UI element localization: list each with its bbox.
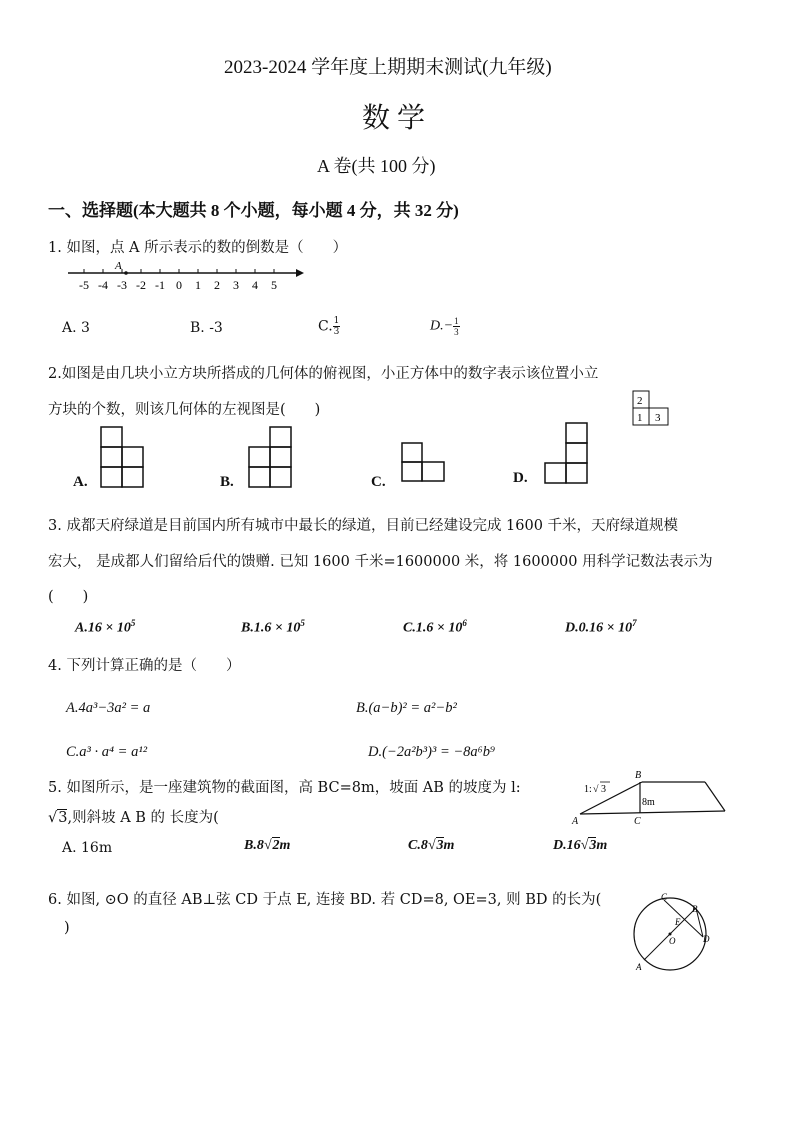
tick-label: 5 — [271, 278, 277, 292]
q2-stem-line2: 方块的个数，则该几何体的左视图是( ) — [48, 402, 321, 418]
q3-option-d[interactable]: $D.0.16 \times 10^7$ — [565, 618, 637, 636]
point-d-label: D — [703, 934, 710, 944]
q1-stem: 1. 如图，点 A 所示表示的数的倒数是（ ） — [48, 240, 348, 256]
q2-option-a-figure — [98, 424, 148, 488]
q3-line3: ( ) — [48, 589, 89, 605]
tick-label: 0 — [176, 278, 182, 292]
height-label: 8m — [642, 797, 655, 808]
point-c-label: C — [661, 892, 668, 902]
tick-label: -4 — [98, 278, 108, 292]
tick-label: -2 — [136, 278, 146, 292]
q1-option-d[interactable]: D.− $\frac{1}{3}$ — [430, 316, 459, 337]
q5-option-c[interactable]: C.8√3m — [408, 838, 455, 853]
tick-label: 2 — [214, 278, 220, 292]
q3-line1: 3. 成都天府绿道是目前国内所有城市中最长的绿道，目前已经建设完成 1600 千米，天府绿道规模 — [48, 518, 679, 534]
grid-label: 2 — [637, 395, 643, 407]
q1-option-b[interactable]: B. -3 — [190, 320, 223, 336]
q2-option-d-figure — [541, 420, 593, 486]
q4-option-a[interactable]: A.4a³−3a² = a — [66, 700, 151, 716]
q4-option-c[interactable]: C.a³ · a⁴ = a¹² — [66, 744, 148, 760]
q1-option-c[interactable]: C. $\frac{1}{3}$ — [318, 316, 340, 337]
q6-line1: 6. 如图, ⊙O 的直径 AB⊥弦 CD 于点 E, 连接 BD. 若 CD=8, OE=3, 则 BD 的长为( — [48, 892, 602, 908]
point-a-label: A — [636, 962, 642, 972]
top-view-grid — [630, 388, 674, 430]
circle-figure — [624, 888, 720, 974]
slope-ratio-prefix: 1: — [584, 784, 592, 795]
q2-stem-line1: 2.如图是由几块小立方块所搭成的几何体的俯视图，小正方体中的数字表示该位置小立 — [48, 366, 599, 382]
q2-option-c-figure — [399, 440, 449, 484]
q3-option-a[interactable]: $A.16 \times 10^5$ — [75, 618, 136, 636]
point-b-label: B — [635, 770, 642, 781]
point-o-label: O — [669, 936, 676, 946]
q5-option-a[interactable]: A. 16m — [62, 840, 113, 856]
q2-option-d-label[interactable]: D. — [513, 470, 528, 486]
q4-option-b[interactable]: B.(a−b)² = a²−b² — [356, 700, 457, 716]
slope-figure — [570, 766, 730, 826]
q3-line2: 宏大， 是成都人们留给后代的馈赠. 已知 1600 千米=1600000 米，将 1600000 用科学记数法表示为 — [48, 554, 713, 570]
q2-option-a-label[interactable]: A. — [73, 474, 88, 490]
grid-label: 1 — [637, 412, 643, 424]
q4-stem: 4. 下列计算正确的是（ ） — [48, 658, 241, 674]
q2-option-b-label[interactable]: B. — [220, 474, 234, 490]
grid-label: 3 — [655, 412, 661, 424]
q1-option-a[interactable]: A. 3 — [62, 320, 90, 336]
tick-label: -1 — [155, 278, 165, 292]
number-line-figure — [60, 256, 310, 296]
tick-label: 4 — [252, 278, 258, 292]
svg-text:√: √ — [593, 784, 599, 795]
exam-title: 2023-2024 学年度上期期末测试(九年级) — [224, 57, 552, 78]
tick-label: 3 — [233, 278, 239, 292]
q2-option-b-figure — [246, 424, 296, 488]
q3-option-c[interactable]: $C.1.6 \times 10^6$ — [403, 618, 467, 636]
q4-option-d[interactable]: D.(−2a²b³)³ = −8a⁶b⁹ — [368, 744, 495, 760]
section-heading: 一、选择题(本大题共 8 个小题，每小题 4 分，共 32 分) — [48, 201, 459, 220]
q5-option-b[interactable]: B.8√2m — [244, 838, 291, 853]
q5-line2: √3,则斜坡 A B 的 长度为( — [48, 810, 219, 826]
tick-label: -5 — [79, 278, 89, 292]
point-c-label: C — [634, 816, 641, 826]
point-b-label: B — [692, 904, 698, 914]
point-e-label: E — [675, 917, 681, 927]
tick-label: 1 — [195, 278, 201, 292]
subject-title: 数 学 — [362, 103, 426, 134]
q2-option-c-label[interactable]: C. — [371, 474, 386, 490]
point-a-label: A — [115, 260, 122, 272]
q6-line2: ) — [64, 920, 70, 936]
q5-line1: 5. 如图所示，是一座建筑物的截面图，高 BC=8m，坡面 AB 的坡度为 l: — [48, 780, 521, 796]
volume-label: A 卷(共 100 分) — [317, 156, 436, 176]
q3-option-b[interactable]: $B.1.6 \times 10^5$ — [241, 618, 305, 636]
q5-option-d[interactable]: D.16√3m — [553, 838, 608, 853]
tick-label: -3 — [117, 278, 127, 292]
point-a-label: A — [572, 816, 579, 826]
slope-ratio-radicand: 3 — [601, 784, 606, 795]
